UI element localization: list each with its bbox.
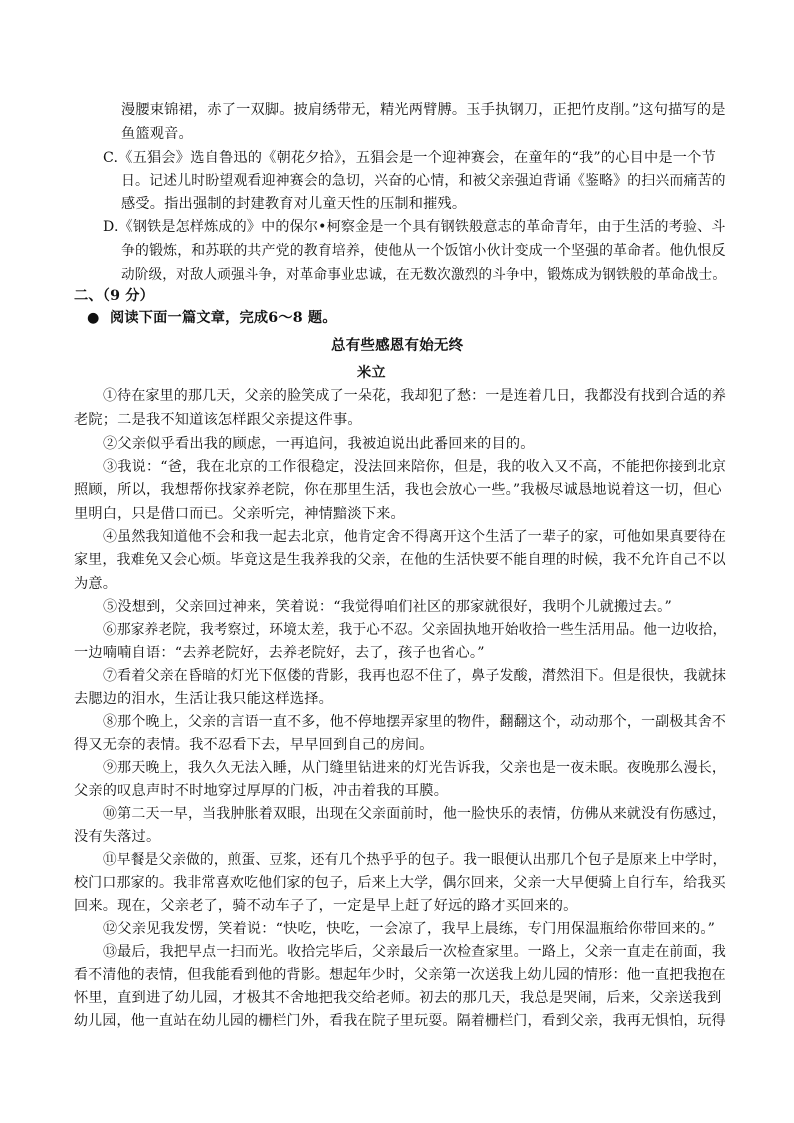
option-d-line-3: 动阶级，对敌人顽强斗争，对革命事业忠诚，在无数次激烈的斗争中，锻炼成为钢铁般的革命战士。 [121,267,727,283]
article-line: 怀里，直到进了幼儿园，才极其不舍地把我交给老师。初去的那几天，我总是哭闹，后来，父亲送我到 [74,990,722,1006]
article-line: ⑨那天晚上，我久久无法入睡，从门缝里钻进来的灯光告诉我，父亲也是一夜未眠。夜晚那么漫长， [103,760,727,776]
article-line: ⑩第二天一早，当我肿胀着双眼，出现在父亲面前时，他一脸快乐的表情，仿佛从来就没有伤感过， [103,806,727,822]
article-line: 父亲的叹息声时不时地穿过厚厚的门板，冲击着我的耳膜。 [74,783,449,799]
option-b-line-2: 漫腰束锦裙，赤了一双脚。披肩绣带无，精光两臂膊。玉手执钢刀，正把竹皮削。”这句描写的是 [121,102,726,118]
article-line: ⑫父亲见我发愣，笑着说：“快吃，快吃，一会凉了，我早上晨练，专门用保温瓶给你带回来的。” [103,921,716,937]
option-c-line-2: 日。记述儿时盼望观看迎神赛会的急切，兴奋的心情，和被父亲强迫背诵《鉴略》的扫兴而痛苦的 [121,173,726,189]
article-line: 一边喃喃自语：“去养老院好，去养老院好，去了，孩子也省心。” [74,645,485,661]
section-header: 二、（9 分） [74,288,155,304]
section-instruction: 阅读下面一篇文章，完成6～8 题。 [110,310,337,326]
option-c-line-1: C.《五猖会》选自鲁迅的《朝花夕拾》，五猖会是一个迎神赛会，在童年的“我”的心目中是一个节 [103,150,716,166]
option-c-line-3: 感受。指出强制的封建教育对儿童天性的压制和摧残。 [121,196,467,212]
article-line: ⑧那个晚上，父亲的言语一直不多，他不停地摆弄家里的物件，翻翻这个，动动那个，一副极其舍不 [103,714,727,730]
article-line: ③我说：“爸，我在北京的工作很稳定，没法回来陪你，但是，我的收入又不高，不能把你接到北京 [103,459,727,475]
article-line: 家里，我难免又会心烦。毕竟这是生我养我的父亲，在他的生活快要不能自理的时候，我不允许自己不以 [74,552,726,568]
article-line: ①待在家里的那几天，父亲的脸笑成了一朵花，我却犯了愁：一是连着几日，我都没有找到合适的养 [103,388,727,404]
article-line: 里明白，只是借口而已。父亲听完，神情黯淡下来。 [74,506,405,522]
article-line: 为意。 [74,576,118,592]
article-line: 回来。现在，父亲老了，骑不动车子了，一定是早上赶了好远的路才买回来的。 [74,898,578,914]
article-line: 幼儿园，他一直站在幼儿园的栅栏门外，看我在院子里玩耍。隔着栅栏门，看到父亲，我再无惧怕，玩得 [74,1013,726,1029]
article-line: 校门口那家的。我非常喜欢吃他们家的包子，后来上大学，偶尔回来，父亲一大早便骑上自行车，给我买 [74,875,726,891]
article-line: 没有失落过。 [74,829,161,845]
article-author: 米立 [357,365,386,381]
article-line: ⑤没想到，父亲回过神来，笑着说：“我觉得咱们社区的那家就很好，我明个儿就搬过去。” [103,599,672,615]
option-b-line-3: 鱼篮观音。 [121,126,193,142]
article-line: ⑬最后，我把早点一扫而光。收拾完毕后，父亲最后一次检查家里。一路上，父亲一直走在前面，我 [103,944,727,960]
option-d-line-2: 争的锻炼，和苏联的共产党的教育培养，使他从一个饭馆小伙计变成一个坚强的革命者。他仇恨反 [121,243,726,259]
article-line: ⑪早餐是父亲做的，煎蛋、豆浆，还有几个热乎乎的包子。我一眼便认出那几个包子是原来上中学时， [103,852,727,868]
article-title: 总有些感恩有始无终 [331,337,464,354]
article-line: 老院；二是我不知道该怎样跟父亲提这件事。 [74,412,362,428]
bullet-icon: ● [87,310,100,326]
option-d-line-1: D.《钢铁是怎样炼成的》中的保尔•柯察金是一个具有钢铁般意志的革命青年，由于生活的考验、斗 [103,219,726,235]
article-line: 照顾，所以，我想帮你找家养老院，你在那里生活，我也会放心一些。”我极尽诚恳地说着这一切，但心 [74,482,722,498]
article-line: 去腮边的泪水，生活让我只能这样选择。 [74,691,333,707]
article-line: ⑦看着父亲在昏暗的灯光下伛偻的背影，我再也忍不住了，鼻子发酸，潸然泪下。但是很快，我就抹 [103,668,727,684]
article-line: 看不清他的表情，但我能看到他的背影。想起年少时，父亲第一次送我上幼儿园的情形：他一直把我抱在 [74,967,726,983]
article-line: ④虽然我知道他不会和我一起去北京，他肯定舍不得离开这个生活了一辈子的家，可他如果真要待在 [103,529,727,545]
article-line: ⑥那家养老院，我考察过，环境太差，我于心不忍。父亲固执地开始收拾一些生活用品。他一边收拾， [103,622,727,638]
article-line: ②父亲似乎看出我的顾虑，一再追问，我被迫说出此番回来的目的。 [103,436,535,452]
article-line: 得又无奈的表情。我不忍看下去，早早回到自己的房间。 [74,737,434,753]
